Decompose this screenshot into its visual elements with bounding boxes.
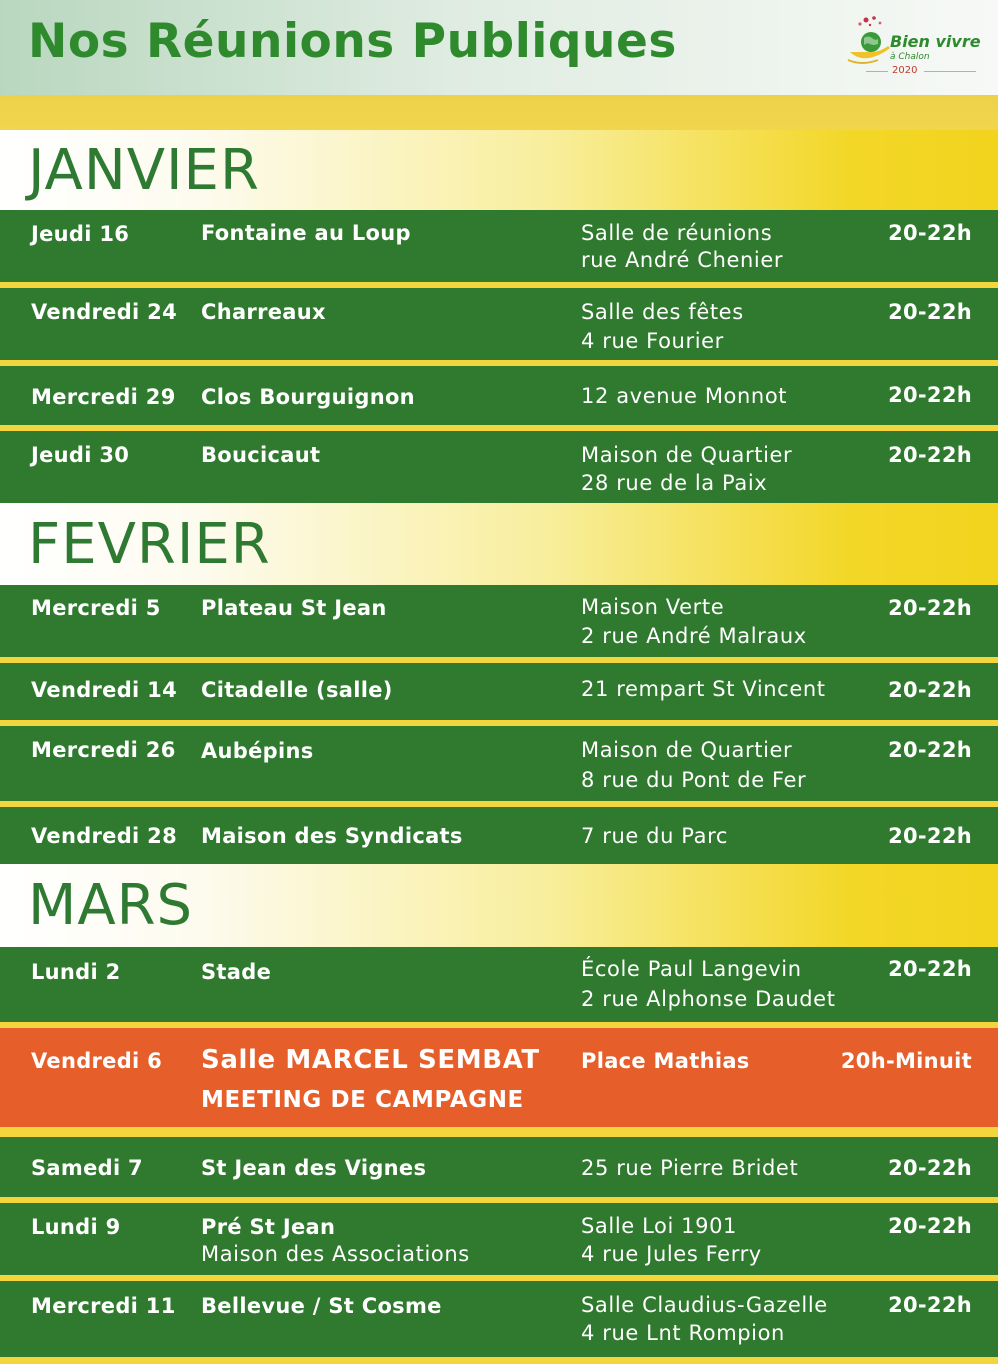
event-venue: 25 rue Pierre Bridet (581, 1156, 799, 1180)
event-place: Aubépins (201, 739, 314, 763)
event-venue: 12 avenue Monnot (581, 384, 788, 408)
event-address: 28 rue de la Paix (581, 471, 768, 495)
event-venue: Place Mathias (581, 1049, 750, 1073)
event-time: 20-22h (888, 300, 972, 324)
event-row-highlight (0, 1028, 998, 1127)
event-address: 2 rue André Malraux (581, 624, 807, 648)
event-row (0, 807, 998, 864)
event-time: 20-22h (888, 221, 972, 245)
event-time: 20h-Minuit (840, 1049, 972, 1073)
event-row (0, 663, 998, 720)
event-place: Fontaine au Loup (201, 221, 411, 245)
event-address: 2 rue Alphonse Daudet (581, 987, 836, 1011)
event-place: Salle MARCEL SEMBAT (201, 1045, 540, 1075)
month-header-fevrier (0, 503, 998, 585)
event-place: Clos Bourguignon (201, 385, 415, 409)
event-place: Maison des Syndicats (201, 824, 463, 848)
page-title: Nos Réunions Publiques (28, 14, 677, 69)
page-header (0, 0, 998, 95)
event-subtitle: MEETING DE CAMPAGNE (201, 1087, 524, 1113)
event-row (0, 210, 998, 282)
month-title: JANVIER (28, 138, 260, 203)
event-venue: École Paul Langevin (581, 957, 802, 981)
event-venue: Maison de Quartier (581, 738, 793, 762)
event-row (0, 1203, 998, 1275)
logo-year: 2020 (892, 65, 918, 76)
month-header-mars (0, 864, 998, 947)
event-place: St Jean des Vignes (201, 1156, 427, 1180)
event-place: Stade (201, 960, 272, 984)
event-venue: Salle Loi 1901 (581, 1214, 737, 1238)
event-day: Mercredi 26 (31, 738, 176, 762)
event-row (0, 288, 998, 360)
event-place: Plateau St Jean (201, 596, 387, 620)
header-divider-band (0, 95, 998, 130)
event-venue: Maison de Quartier (581, 443, 793, 467)
event-time: 20-22h (888, 443, 972, 467)
event-day: Jeudi 30 (31, 443, 130, 467)
event-day: Mercredi 11 (31, 1294, 176, 1318)
event-time: 20-22h (888, 678, 972, 702)
event-time: 20-22h (888, 383, 972, 407)
event-row (0, 585, 998, 657)
event-time: 20-22h (888, 596, 972, 620)
event-time: 20-22h (888, 1293, 972, 1317)
event-row (0, 1137, 998, 1197)
event-venue: Maison Verte (581, 595, 725, 619)
event-venue: Salle de réunions (581, 221, 773, 245)
logo-name: Bien vivre (890, 32, 981, 51)
event-venue: Salle des fêtes (581, 300, 744, 324)
event-place: Pré St Jean (201, 1215, 336, 1239)
event-place: Boucicaut (201, 443, 321, 467)
logo-line-left (866, 71, 888, 72)
event-venue: 21 rempart St Vincent (581, 677, 826, 701)
event-row (0, 366, 998, 425)
event-address: 4 rue Fourier (581, 329, 724, 353)
event-time: 20-22h (888, 957, 972, 981)
event-subtitle: Maison des Associations (201, 1242, 470, 1266)
logo-subtitle: à Chalon (890, 52, 930, 62)
event-time: 20-22h (888, 1156, 972, 1180)
event-day: Samedi 7 (31, 1156, 143, 1180)
event-row (0, 947, 998, 1022)
event-day: Vendredi 6 (31, 1049, 163, 1073)
event-venue: 7 rue du Parc (581, 824, 728, 848)
event-place: Citadelle (salle) (201, 678, 393, 702)
event-place: Charreaux (201, 300, 326, 324)
event-day: Mercredi 5 (31, 596, 161, 620)
month-title: FEVRIER (28, 512, 271, 577)
event-day: Vendredi 24 (31, 300, 177, 324)
event-address: rue André Chenier (581, 248, 784, 272)
event-day: Vendredi 14 (31, 678, 177, 702)
event-venue: Salle Claudius-Gazelle (581, 1293, 828, 1317)
event-place: Bellevue / St Cosme (201, 1294, 442, 1318)
event-day: Lundi 9 (31, 1215, 121, 1239)
event-day: Lundi 2 (31, 960, 121, 984)
event-day: Vendredi 28 (31, 824, 177, 848)
event-address: 4 rue Lnt Rompion (581, 1321, 785, 1345)
event-address: 8 rue du Pont de Fer (581, 768, 807, 792)
event-time: 20-22h (888, 738, 972, 762)
event-day: Jeudi 16 (31, 222, 130, 246)
month-title: MARS (28, 873, 194, 938)
event-time: 20-22h (888, 1214, 972, 1238)
month-header-janvier (0, 130, 998, 210)
event-address: 4 rue Jules Ferry (581, 1242, 762, 1266)
logo-line-right (924, 71, 976, 72)
event-row (0, 431, 998, 503)
event-row (0, 1281, 998, 1357)
campaign-logo (846, 12, 981, 82)
globe-hand-icon (846, 14, 894, 74)
event-time: 20-22h (888, 824, 972, 848)
event-row (0, 726, 998, 801)
event-day: Mercredi 29 (31, 385, 176, 409)
